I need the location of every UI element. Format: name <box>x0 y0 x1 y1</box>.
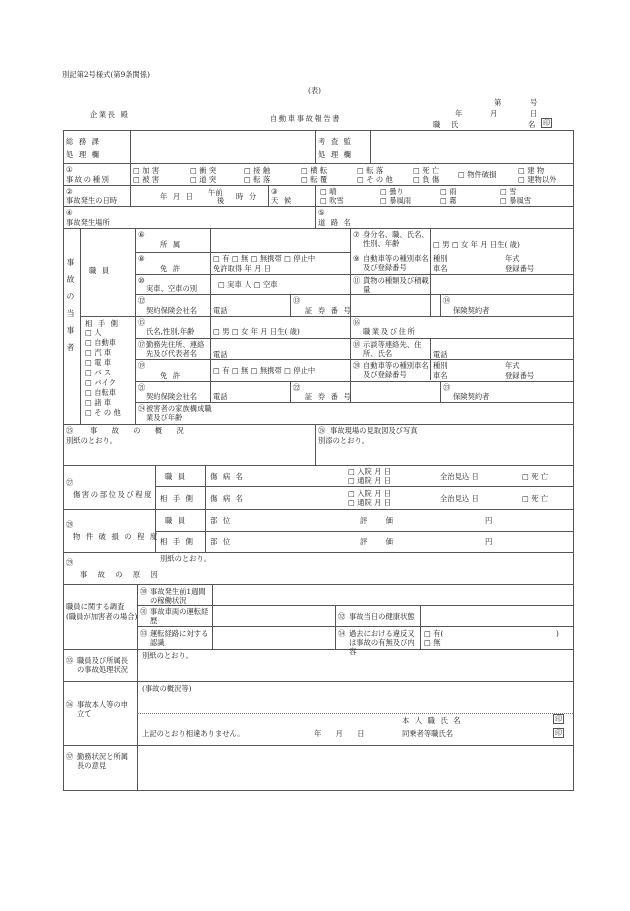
other-cert-label: 証 券 番 号 <box>305 392 353 401</box>
n9: ⑨ <box>353 254 360 263</box>
staff-label: 職 員 <box>89 266 111 275</box>
route-label: 運転経路に対する認識 <box>150 629 209 647</box>
n13: ⑬ <box>293 296 301 305</box>
page-side-label: (表) <box>308 86 321 95</box>
weather-cloudy[interactable]: □ 曇り <box>380 187 404 196</box>
other-recovery: 全治見込 日 <box>440 494 479 503</box>
contact-opt[interactable]: □ 接 触 <box>244 166 271 175</box>
victim-family-label: 被害者の家族構成職業及び年齢 <box>146 404 212 422</box>
staff-recovery: 全治見込 日 <box>440 472 479 481</box>
n36: ㊱ <box>66 700 74 709</box>
road-opt[interactable]: □ 道 突 <box>190 175 217 184</box>
row4-number: ④ <box>66 208 73 217</box>
staff-license-date: 免許取得 年 月 日 <box>213 264 272 273</box>
staff-vehicle-kind: 種別 <box>433 254 448 263</box>
damage-staff-yen: 円 <box>485 516 493 525</box>
damage-other-label: 相 手 側 <box>160 537 195 546</box>
staff-license-opts[interactable]: □ 有 □ 無 □ 無携帯 □ 停止中 <box>213 254 316 263</box>
injury-staff-name: 傷 病 名 <box>210 472 245 481</box>
n16: ⑯ <box>353 318 361 327</box>
damage-other-yen: 円 <box>485 537 493 546</box>
building-opt[interactable]: □ 建 物 <box>518 166 545 175</box>
occupancy-opts[interactable]: □ 実車 人 □ 空車 <box>218 280 278 289</box>
weather-snow[interactable]: □ 雪 <box>500 187 517 196</box>
date-day: 日 <box>530 109 538 118</box>
accident-type-label: 事故の種別 <box>66 175 111 184</box>
auditor-handling-label: 処 理 欄 <box>318 150 353 159</box>
occupancy-label: 実車、空車の別 <box>146 284 198 293</box>
other-insurer-tel: 電話 <box>213 392 228 401</box>
injury-other-name: 傷 病 名 <box>210 494 245 503</box>
auditor-label: 考 査 監 <box>318 137 353 146</box>
staff-license-label: 免 許 <box>160 264 182 273</box>
injury-other-label: 相 手 側 <box>160 494 195 503</box>
weather-sunny[interactable]: □ 晴 <box>320 187 337 196</box>
damage-other-eval: 評 価 <box>360 537 401 546</box>
other-contact-label: 示談等連絡先、住所、氏名 <box>363 340 422 358</box>
other-hospital[interactable]: □ 入院 月 日 <box>348 489 392 498</box>
n17: ⑰ <box>138 340 146 349</box>
date-month: 月 <box>490 109 498 118</box>
n21: ㉑ <box>138 383 146 392</box>
injury-opt[interactable]: □ 負 傷 <box>413 175 440 184</box>
non-building-opt[interactable]: □ 建物以外 <box>518 175 557 184</box>
row1-number: ① <box>66 165 73 174</box>
collision-opt[interactable]: □ 衝 突 <box>190 166 217 175</box>
damage-staff-part: 部 位 <box>210 516 232 525</box>
n33: ㉝ <box>140 629 148 638</box>
other-opt-other[interactable]: □ そ の 他 <box>85 408 121 417</box>
accident-datetime-label: 事故発生の日時 <box>66 196 118 205</box>
damage-label: 物 件 破 損 の 程 度 <box>73 532 159 541</box>
other-vehicle-kind: 種別 <box>433 361 448 370</box>
staff-insurer-label: 契約保険会社名 <box>146 306 198 315</box>
person-seal: 印 <box>555 715 562 723</box>
weather-blizzard[interactable]: □ 吹雪 <box>320 196 344 205</box>
other-opt-car[interactable]: □ 自動車 <box>85 338 117 347</box>
n6: ⑥ <box>138 230 145 239</box>
past-violation-label: 過去における違反又は事故の有無及び内容 <box>349 629 415 656</box>
other-opt-person[interactable]: □ 人 <box>85 328 102 337</box>
am-pm-top: 午前 <box>208 188 223 197</box>
other-policyholder-label: 保険契約者 <box>453 392 490 401</box>
rider-name-label: 同乗者等職氏名 <box>402 729 454 738</box>
survey-sublabel: (職員が加害者の場合) <box>66 612 138 621</box>
opinion-label: 勤務状況と所属長の意見 <box>77 752 129 770</box>
n11: ⑪ <box>353 276 361 285</box>
weather-rain[interactable]: □ 雨 <box>440 187 457 196</box>
confirm-text: 上記のとおり相違ありません。 <box>142 729 245 738</box>
overview-body: 別紙のとおり。 <box>66 436 118 445</box>
other-death[interactable]: □ 死 亡 <box>522 494 549 503</box>
n37: ㊲ <box>66 752 74 761</box>
accident-place-label: 事故発生場所 <box>66 218 110 227</box>
site-map-label: 事故現場の見取図及び写真 <box>330 426 418 435</box>
other-opt-tram[interactable]: □ 電 車 <box>85 358 112 367</box>
staff-hospital[interactable]: □ 入院 月 日 <box>348 467 392 476</box>
damage-staff-eval: 評 価 <box>360 516 401 525</box>
week-before-label: 事故発生前1週間の稼働状況 <box>150 587 206 605</box>
general-affairs-label: 総 務 課 <box>66 137 101 146</box>
dept-label: 所 属 <box>160 240 182 249</box>
injury-label: 傷害の部位及び程度 <box>73 490 154 499</box>
name-label: 氏 <box>451 120 459 129</box>
n14: ⑭ <box>443 296 451 305</box>
document-title: 自動車事故報告書 <box>270 114 342 123</box>
past-yes-close: ) <box>556 629 559 638</box>
other-opt-train[interactable]: □ 汽 車 <box>85 348 112 357</box>
n31: ㉛ <box>140 607 148 616</box>
cause-label: 事 故 の 原 因 <box>80 570 162 579</box>
other-vehicle-reg: 登録番号 <box>505 371 535 380</box>
cargo-label: 貨物の種類及び積載量 <box>363 276 429 294</box>
other-license-label: 免 許 <box>160 371 182 380</box>
n18: ⑱ <box>353 340 361 349</box>
other-name-label: 氏名,性別,年齢 <box>146 327 195 336</box>
other-opt-motorbike[interactable]: □ バイク <box>85 378 116 387</box>
other-contact-tel: 電話 <box>433 350 448 359</box>
damage-staff-label: 職 員 <box>165 516 187 525</box>
n34: ㉞ <box>338 629 346 638</box>
property-damage-opt[interactable]: □ 物件破損 <box>458 170 497 179</box>
damage-other-part: 部 位 <box>210 537 232 546</box>
number-prefix: 第 <box>494 98 502 107</box>
post-label: 職 <box>433 120 441 129</box>
n19: ⑲ <box>138 361 146 370</box>
other-employer-tel: 電話 <box>213 350 228 359</box>
weather-storm-snow[interactable]: □ 暴風雪 <box>500 196 532 205</box>
am-pm-bottom: 後 <box>217 196 225 205</box>
staff-cert-label: 証 券 番 号 <box>305 306 353 315</box>
other-insurer-label: 契約保険会社名 <box>146 392 198 401</box>
statement-sub: (事故の概況等) <box>142 684 192 693</box>
past-yes-opt[interactable]: □ 有( <box>424 629 444 638</box>
weather-label: 天 候 <box>271 196 293 205</box>
handling-label: 職員及び所属長の事故処理状況 <box>77 656 129 674</box>
weather-storm-rain[interactable]: □ 暴風雨 <box>380 196 412 205</box>
row2-number: ② <box>66 187 73 196</box>
site-map-body: 別添のとおり。 <box>318 436 370 445</box>
staff-name-label: 身分名、職、氏名、性別、年齢 <box>363 230 429 248</box>
survey-label: 職員に関する調査 <box>66 602 125 611</box>
n15: ⑮ <box>138 318 146 327</box>
n26: ㉖ <box>318 426 326 435</box>
n29: ㉙ <box>66 558 74 567</box>
addressee: 企業長 殿 <box>90 110 130 119</box>
other-opt[interactable]: □ そ の 他 <box>357 175 393 184</box>
cause-opt[interactable]: □ 加 害 <box>133 166 160 175</box>
other-vehicle-year: 年式 <box>505 361 520 370</box>
row3-number: ③ <box>271 187 278 196</box>
n8: ⑧ <box>138 254 145 263</box>
staff-death[interactable]: □ 死 亡 <box>522 472 549 481</box>
other-job-label: 職業及び住所 <box>363 327 417 336</box>
driving-history-label: 事故車両の運転経歴 <box>150 607 209 625</box>
n12: ⑫ <box>138 296 146 305</box>
n10: ⑩ <box>138 276 145 285</box>
weather-fog[interactable]: □ 霧 <box>440 196 457 205</box>
seal-mark: 印 <box>543 119 550 127</box>
other-opt-bicycle[interactable]: □ 自転車 <box>85 388 117 397</box>
staff-vehicle-label: 自動車等の種別車名及び登録番号 <box>363 254 429 272</box>
rider-seal: 印 <box>555 729 562 737</box>
row5-number: ⑤ <box>318 208 325 217</box>
other-license-opts[interactable]: □ 有 □ 無 □ 無携帯 □ 停止中 <box>213 366 316 375</box>
overview-label: 事 故 の 概 況 <box>90 426 190 435</box>
sideways-opt[interactable]: □ 横 転 <box>301 166 328 175</box>
date-year: 年 <box>455 109 463 118</box>
date-ymd: 年 月 日 <box>160 192 195 201</box>
person-name-label: 本 人 職 氏 名 <box>402 716 463 725</box>
other-opt-misc[interactable]: □ 諸 車 <box>85 398 112 407</box>
other-sex-birth: □ 男 □ 女 年 月 日生( 歳) <box>213 327 300 336</box>
n28: ㉘ <box>66 520 74 529</box>
death-opt[interactable]: □ 死 亡 <box>413 166 440 175</box>
other-vehicle-label: 自動車等の種別車名及び登録番号 <box>363 361 429 379</box>
general-affairs-handling-label: 処 理 欄 <box>66 150 101 159</box>
past-no-opt[interactable]: □ 無 <box>424 638 441 647</box>
other-opt-bus[interactable]: □ バ ス <box>85 368 112 377</box>
injury-staff-label: 職 員 <box>165 472 187 481</box>
staff-vehicle-reg: 登録番号 <box>505 264 535 273</box>
n27: ㉗ <box>66 478 74 487</box>
staff-insurer-tel: 電話 <box>213 306 228 315</box>
tumble-opt[interactable]: □ 転 覆 <box>301 175 328 184</box>
n7: ⑦ <box>353 230 360 239</box>
n24: ㉔ <box>138 404 146 413</box>
cause-body: 別紙のとおり。 <box>160 554 212 563</box>
staff-policyholder-label: 保険契約者 <box>453 306 490 315</box>
n32: ㉜ <box>338 612 346 621</box>
parties-title: 事故の当事者 <box>66 258 75 360</box>
number-suffix: 号 <box>530 98 538 107</box>
handling-body: 別紙のとおり。 <box>142 651 194 660</box>
road-name-label: 道 路 名 <box>318 218 353 227</box>
name-suffix: 名 <box>528 120 536 129</box>
staff-vehicle-name: 車名 <box>433 264 448 273</box>
statement-date: 年 月 日 <box>314 729 371 738</box>
victim-opt[interactable]: □ 被 害 <box>133 175 160 184</box>
staff-outpatient[interactable]: □ 通院 月 日 <box>348 476 392 485</box>
n25: ㉕ <box>66 426 74 435</box>
n30: ㉚ <box>140 587 148 596</box>
n23: ㉓ <box>443 383 451 392</box>
health-label: 事故当日の健康状態 <box>349 612 415 621</box>
n22: ㉒ <box>293 383 301 392</box>
other-party-label: 相 手 側 <box>85 319 120 328</box>
fall-opt[interactable]: □ 転 落 <box>244 175 271 184</box>
other-outpatient[interactable]: □ 通院 月 日 <box>348 498 392 507</box>
n20: ⑳ <box>353 361 361 370</box>
statement-label: 事故本人等の申立て <box>77 700 129 718</box>
staff-vehicle-year: 年式 <box>505 254 520 263</box>
staff-sex-birth: □ 男 □ 女 年 月 日生( 歳) <box>433 240 520 249</box>
other-employer-label: 勤務先住所、連絡先及び代表者名 <box>146 340 205 358</box>
other-vehicle-name: 車名 <box>433 371 448 380</box>
form-id: 別記第2号様式(第9条関係) <box>62 70 150 79</box>
overturn-opt[interactable]: □ 転 落 <box>357 166 384 175</box>
time-hm: 時 分 <box>236 192 258 201</box>
n35: ㉟ <box>66 656 74 665</box>
